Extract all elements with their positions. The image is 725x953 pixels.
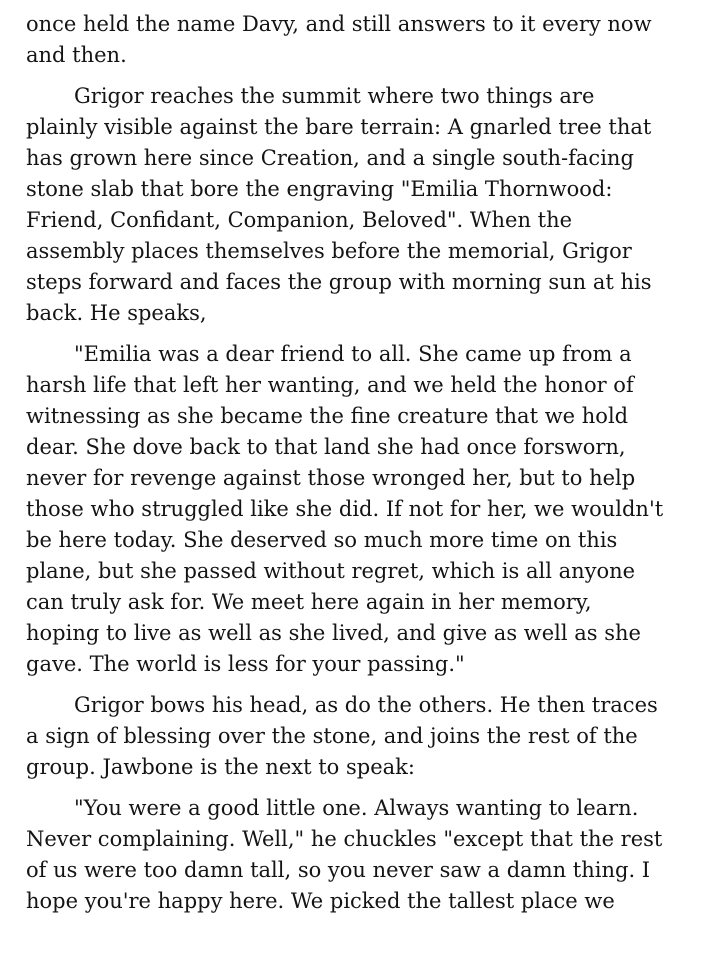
text-line: stone slab that bore the engraving "Emilia Thornwood: — [26, 177, 613, 201]
text-line: steps forward and faces the group with morning sun at his — [26, 270, 652, 294]
text-line: harsh life that left her wanting, and we held the honor of — [26, 373, 634, 397]
text-line: Grigor bows his head, as do the others. He then traces — [74, 693, 658, 717]
text-line: plainly visible against the bare terrain: A gnarled tree that — [26, 115, 652, 139]
text-line: assembly places themselves before the memorial, Grigor — [26, 239, 632, 263]
text-line: back. He speaks, — [26, 301, 207, 325]
paragraph-3 — [26, 339, 713, 680]
paragraph-5 — [26, 793, 713, 917]
text-line: those who struggled like she did. If not for her, we wouldn't — [26, 497, 664, 521]
text-line: never for revenge against those wronged her, but to help — [26, 466, 636, 490]
text-line: dear. She dove back to that land she had once forsworn, — [26, 435, 626, 459]
text-line: can truly ask for. We meet here again in her memory, — [26, 590, 592, 614]
text-line: Friend, Confidant, Companion, Beloved". When the — [26, 208, 573, 232]
text-line: hoping to live as well as she lived, and give as well as she — [26, 621, 641, 645]
text-line: witnessing as she became the fine creature that we hold — [26, 404, 629, 428]
text-line: "Emilia was a dear friend to all. She came up from a — [74, 342, 632, 366]
text-line: Never complaining. Well," he chuckles "except that the rest — [26, 827, 663, 851]
text-line: be here today. She deserved so much more time on this — [26, 528, 618, 552]
text-line: has grown here since Creation, and a single south-facing — [26, 146, 634, 170]
text-line: a sign of blessing over the stone, and joins the rest of the — [26, 724, 638, 748]
text-line: group. Jawbone is the next to speak: — [26, 755, 415, 779]
paragraph-1 — [26, 9, 713, 71]
text-line: and then. — [26, 43, 127, 67]
paragraph-2 — [26, 81, 713, 329]
text-line: hope you're happy here. We picked the tallest place we — [26, 889, 615, 913]
text-line: of us were too damn tall, so you never saw a damn thing. I — [26, 858, 651, 882]
text-line: plane, but she passed without regret, which is all anyone — [26, 559, 636, 583]
text-line: "You were a good little one. Always wanting to learn. — [74, 796, 639, 820]
text-line: Grigor reaches the summit where two things are — [74, 84, 595, 108]
text-line: gave. The world is less for your passing." — [26, 652, 465, 676]
paragraph-4 — [26, 690, 713, 783]
text-line: once held the name Davy, and still answers to it every now — [26, 12, 652, 36]
